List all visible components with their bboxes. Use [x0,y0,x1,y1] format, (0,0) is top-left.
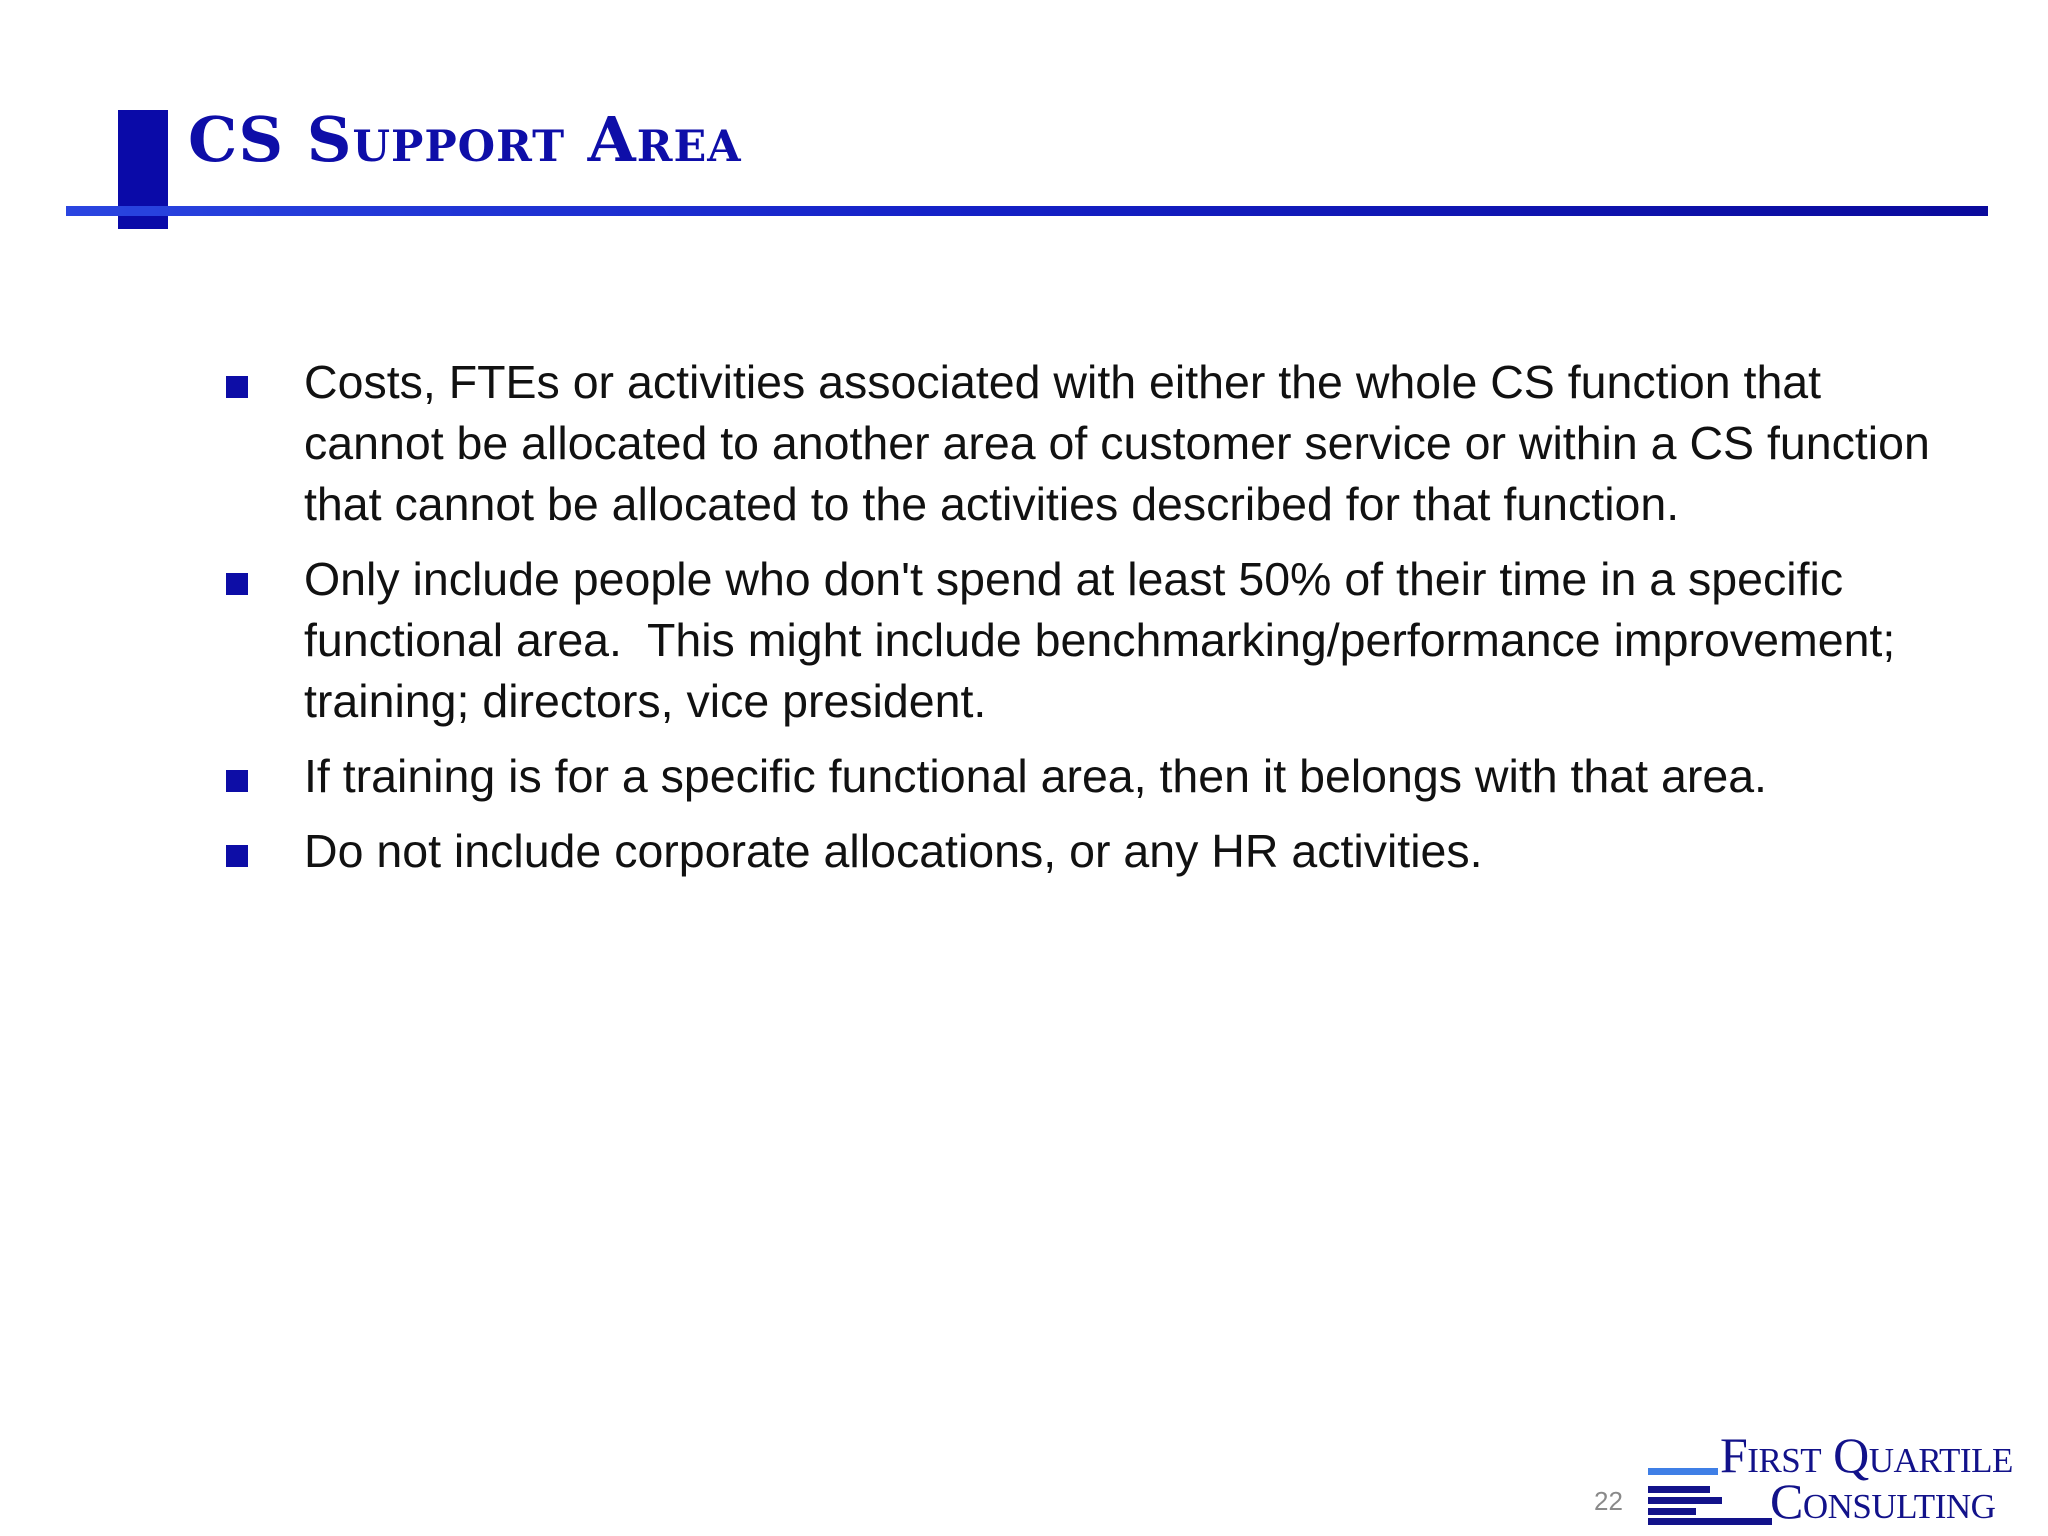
logo-bar [1648,1486,1710,1493]
title-underline-rule [66,206,1988,216]
bullet-text: Only include people who don't spend at least 50% of their time in a specific functional area. This might include benchmarking/performance improvement; training; directors, vice president. [304,553,1909,727]
logo-bar [1648,1518,1772,1525]
logo-bar [1648,1468,1718,1475]
square-bullet-icon [226,770,248,792]
square-bullet-icon [226,376,248,398]
list-item [226,746,1966,807]
logo-line-2: Consulting [1770,1473,1996,1529]
bullet-text: Costs, FTEs or activities associated with either the whole CS function that cannot be allocated to another area of customer service or within a CS function that cannot be allocated to the activities described for that function. [304,356,1943,530]
bullet-text: Do not include corporate allocations, or any HR activities. [304,825,1483,877]
logo-line-1: First Quartile [1720,1427,2013,1483]
slide-title: CS Support Area [188,103,742,176]
list-item [226,352,1966,535]
list-item [226,821,1966,882]
square-bullet-icon [226,573,248,595]
logo-bar [1648,1497,1722,1504]
page-number: 22 [1594,1486,1623,1516]
bullet-text: If training is for a specific functional area, then it belongs with that area. [304,750,1767,802]
logo-bar [1648,1508,1696,1515]
bullet-list [226,352,1966,896]
company-logo [1648,1427,2044,1529]
square-bullet-icon [226,845,248,867]
list-item [226,549,1966,732]
